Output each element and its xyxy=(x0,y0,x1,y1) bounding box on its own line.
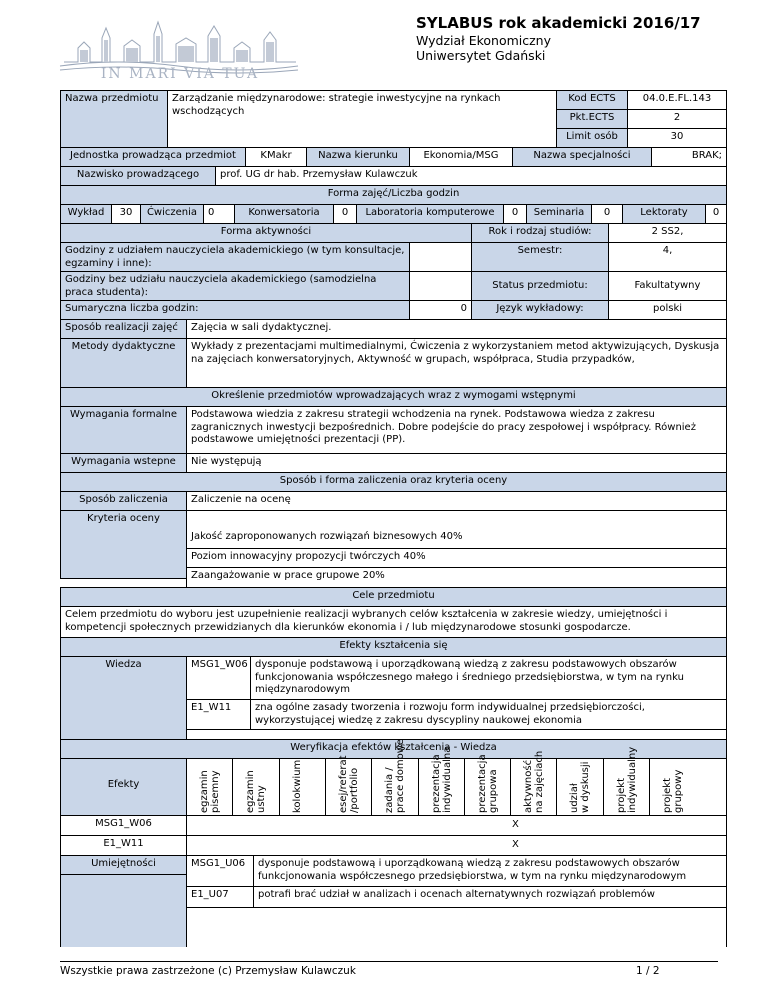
ects-points: 2 xyxy=(627,109,727,129)
field-value: Ekonomia/MSG xyxy=(409,147,513,167)
forms-heading: Forma zajęć/Liczba godzin xyxy=(60,185,727,205)
knowledge-text: zna ogólne zasady tworzenia i rozwoju form indywidualnej przedsiębiorczości, wykorzystującej wiedzę z zakresu dyscypliny naukowej ekonomia xyxy=(250,699,727,730)
footer-copyright: Wszystkie prawa zastrzeżone (c) Przemysław Kulawczuk xyxy=(60,965,356,977)
knowledge-code: MSG1_W06 xyxy=(186,656,251,700)
specialty-value: BRAK; xyxy=(651,147,727,167)
without-teacher-label: Godziny bez udziału nauczyciela akademickiego (samodzielna praca studenta): xyxy=(60,271,410,301)
study-value: 2 SS2, xyxy=(608,223,727,243)
form-value-labs: 0 xyxy=(503,204,527,224)
verification-column-header xyxy=(279,758,326,816)
specialty-label: Nazwa specjalności xyxy=(512,147,652,167)
with-teacher-label: Godziny z udziałem nauczyciela akademickiego (w tym konsultacje, egzaminy i inne): xyxy=(60,242,410,272)
syllabus-title: SYLABUS rok akademicki 2016/17 xyxy=(416,14,701,32)
verification-column-label: prezentacja grupowa xyxy=(477,754,499,813)
course-name-label: Nazwa przedmiotu xyxy=(60,90,168,148)
realization-mode: Zajęcia w sali dydaktycznej. xyxy=(186,319,727,339)
verification-row-code: MSG1_W06 xyxy=(60,815,187,836)
skills-text: dysponuje podstawową i uporządkowaną wiedzą z zakresu podstawowych obszarów funkcjonowania współczesnego przedsiębiorstwa, w tym na rynku międzynarodowym xyxy=(253,855,727,887)
form-value-seminars: 0 xyxy=(591,204,623,224)
formal-requirements-label: Wymagania formalne xyxy=(60,406,187,454)
logo-motto: IN MARI VIA TUA xyxy=(100,66,260,80)
verification-column-label: udział w dyskusji xyxy=(569,761,591,813)
course-name: Zarządzanie międzynarodowe: strategie inwestycyjne na rynkach wschodzących xyxy=(167,90,557,148)
language-label: Język wykładowy: xyxy=(471,300,609,320)
verification-column-label: kolokwium xyxy=(292,759,303,813)
criteria-item: Zaangażowanie w prace grupowe 20% xyxy=(186,567,727,588)
prerequisites-heading: Określenie przedmiotów wprowadzających wraz z wymogami wstępnymi xyxy=(60,387,727,407)
initial-requirements: Nie występują xyxy=(186,453,727,473)
total-hours-label: Sumaryczna liczba godzin: xyxy=(60,300,410,320)
skills-label: Umiejętności xyxy=(60,855,187,875)
form-value-language: 0 xyxy=(705,204,727,224)
footer-rule xyxy=(60,961,718,962)
status-label: Status przedmiotu: xyxy=(471,271,609,301)
knowledge-code: E1_W11 xyxy=(186,699,251,730)
form-label-labs: Laboratoria komputerowe xyxy=(356,204,504,224)
knowledge-label: Wiedza xyxy=(60,656,187,740)
verification-column-header xyxy=(510,750,557,816)
ects-points-label: Pkt.ECTS xyxy=(556,109,628,129)
study-label: Rok i rodzaj studiów: xyxy=(471,223,609,243)
effects-label: Efekty xyxy=(60,758,187,816)
ects-code: 04.0.E.FL.143 xyxy=(627,90,727,110)
without-teacher-value xyxy=(409,271,472,301)
assessment-mode: Zaliczenie na ocenę xyxy=(186,491,727,511)
limit-label: Limit osób xyxy=(556,128,628,148)
verification-column-header xyxy=(325,755,372,816)
verification-column-label: projekt grupowy xyxy=(662,769,684,813)
verification-row-marks xyxy=(186,815,727,836)
unit-label: Jednostka prowadząca przedmiot xyxy=(60,147,246,167)
assessment-mode-label: Sposób zaliczenia xyxy=(60,491,187,511)
limit-value: 30 xyxy=(627,128,727,148)
verification-row-marks xyxy=(186,835,727,856)
verification-row-code: E1_W11 xyxy=(60,835,187,856)
faculty-name: Wydział Ekonomiczny xyxy=(416,33,552,48)
initial-requirements-label: Wymagania wstepne xyxy=(60,453,187,473)
skills-code: MSG1_U06 xyxy=(186,855,254,887)
goals-heading: Cele przedmiotu xyxy=(60,587,727,607)
outcomes-heading: Efekty kształcenia się xyxy=(60,637,727,657)
verification-column-label: esej/referat /portfolio xyxy=(338,755,360,813)
formal-requirements: Podstawowa wiedzia z zakresu strategii wchodzenia na rynek. Podstawowa wiedza z zakresu zagranicznych inwestycji bezpośrednich. Dobre podejście do pracy zespołowej i współpracy. Również podstawowe umiejętności prezentacji (PP). xyxy=(186,406,727,454)
form-label-exercises: Ćwiczenia xyxy=(140,204,204,224)
verification-column-header xyxy=(371,738,419,816)
verification-column-header xyxy=(418,746,465,816)
lecturer-label: Nazwisko prowadzącego xyxy=(60,166,216,186)
unit-value: KMakr xyxy=(245,147,307,167)
form-label-lecture: Wykład xyxy=(60,204,112,224)
verification-column-label: prezentacja indywidualna xyxy=(431,746,453,813)
criteria-item: Jakość zaproponowanych rozwiązań biznesowych 40% xyxy=(186,529,727,549)
verification-column-header xyxy=(232,758,280,816)
verification-column-header xyxy=(464,754,511,816)
verification-column-label: egzamin ustny xyxy=(245,770,267,813)
realization-mode-label: Sposób realizacji zajęć xyxy=(60,319,187,339)
form-label-conversatories: Konwersatoria xyxy=(234,204,334,224)
goals-text: Celem przedmiotu do wyboru jest uzupełnienie realizacji wybranych celów kształcenia w zakresie wiedzy, umiejętności i kompetencji społecznych przewidzianych dla kierunków ekonomia i / lub międzynarodowe stosunki gospodarcze. xyxy=(60,606,727,638)
with-teacher-value xyxy=(409,242,472,272)
language-value: polski xyxy=(608,300,727,320)
form-value-lecture: 30 xyxy=(111,204,141,224)
university-logo xyxy=(58,18,302,80)
verification-column-header xyxy=(603,746,650,816)
footer-page-number: 1 / 2 xyxy=(636,965,660,977)
semester-value: 4, xyxy=(608,242,727,272)
skills-text: potrafi brać udział w analizach i ocenach alternatywnych rozwiązań problemów xyxy=(253,886,727,908)
verification-column-header xyxy=(186,758,233,816)
verification-column-header xyxy=(649,758,727,816)
verification-mark: X xyxy=(512,839,519,850)
ects-code-label: Kod ECTS xyxy=(556,90,628,110)
field-label: Nazwa kierunku xyxy=(306,147,410,167)
criteria-spacer xyxy=(186,510,727,530)
criteria-label: Kryteria oceny xyxy=(60,510,187,530)
status-value: Fakultatywny xyxy=(608,271,727,301)
form-value-conversatories: 0 xyxy=(333,204,357,224)
methods-value: Wykłady z prezentacjami multimedialnymi, Ćwiczenia z wykorzystaniem metod aktywizujących, Dyskusja na zajęciach konwersatoryjnych, Aktywność w grupach, współpraca, Studia przypadków, xyxy=(186,338,727,388)
criteria-label-fill xyxy=(60,529,187,579)
verification-column-header xyxy=(556,758,604,816)
verification-heading: Weryfikacja efektów kształcenia - Wiedza xyxy=(60,739,727,759)
verification-mark: X xyxy=(512,819,519,830)
activity-form-label: Forma aktywności xyxy=(60,223,472,243)
total-hours-value: 0 xyxy=(409,300,472,320)
assessment-heading: Sposób i forma zaliczenia oraz kryteria oceny xyxy=(60,472,727,492)
verification-column-label: projekt indywidualny xyxy=(616,746,638,813)
semester-label: Semestr: xyxy=(471,242,609,272)
lecturer-value: prof. UG dr hab. Przemysław Kulawczuk xyxy=(215,166,727,186)
form-label-seminars: Seminaria xyxy=(526,204,592,224)
knowledge-text: dysponuje podstawową i uporządkowaną wiedzą z zakresu podstawowych obszarów funkcjonowania współczesnego małego i średniego przedsiębiorstwa, w tym na rynku międzynarodowym xyxy=(250,656,727,700)
university-name: Uniwersytet Gdański xyxy=(416,48,546,63)
verification-column-label: egzamin pisemny xyxy=(199,770,221,813)
verification-column-label: zadania / prace domowe xyxy=(384,738,406,813)
skills-continuation xyxy=(186,907,727,947)
skills-code: E1_U07 xyxy=(186,886,254,908)
form-label-language: Lektoraty xyxy=(622,204,706,224)
criteria-item: Poziom innowacyjny propozycji twórczych 40% xyxy=(186,548,727,568)
verification-column-label: aktywność na zajęciach xyxy=(523,750,545,813)
form-value-exercises: 0 xyxy=(203,204,235,224)
methods-label: Metody dydaktyczne xyxy=(60,338,187,388)
